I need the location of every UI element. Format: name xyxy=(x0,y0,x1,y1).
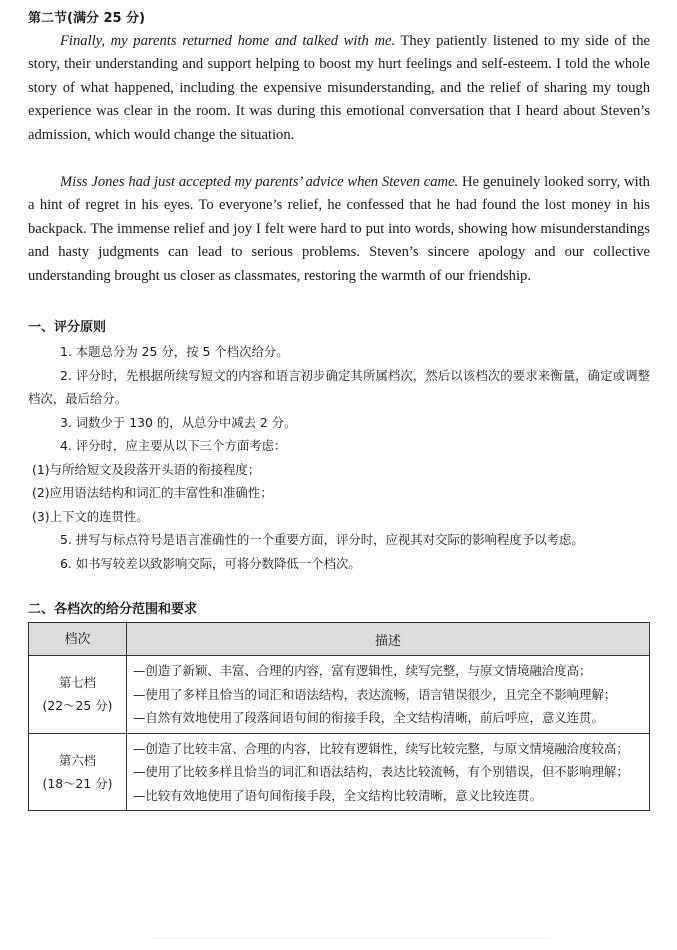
paragraph-1-lead: Finally, my parents returned home and talked with me. xyxy=(60,33,396,49)
description-line: —创造了新颖、丰富、合理的内容，富有逻辑性，续写完整，与原文情境融洽度高； xyxy=(133,663,592,678)
paragraph-2-body: He genuinely looked sorry, with a hint of regret in his eyes. To everyone’s relief, he confessed that he had found the lost money in his backpack. The immense relief and joy I felt were hard to put into words, showing how misunderstandings and hasty judgments can lead to serious problems. Steven’s sincere apology and our collective understanding brought us closer as classmates, restoring the warmth of our friendship. xyxy=(28,174,650,284)
description-line: —创造了比较丰富、合理的内容，比较有逻辑性，续写比较完整，与原文情境融洽度较高； xyxy=(133,740,629,756)
level-name: 第六档 xyxy=(58,752,97,768)
level-score-range: (22～25 分) xyxy=(42,698,113,714)
paragraph-1-body: They patiently listened to my side of the story, their understanding and support helping to boost my hurt feelings and self-esteem. I told the whole story of what happened, including the expensive misunderstanding, and the relief of sharing my tough experience was clear in the room. It was during this emotional conversation that I heard about Steven’s admission, which would change the situation. xyxy=(28,33,650,143)
level-cell xyxy=(29,656,127,734)
rules-list xyxy=(28,340,650,575)
rule-subitem: (3)上下文的连贯性。 xyxy=(32,508,149,524)
column-header-description: 描述 xyxy=(127,623,650,656)
sample-paragraph-2 xyxy=(28,171,650,288)
level-cell xyxy=(29,733,127,811)
sample-paragraph-1 xyxy=(28,30,650,147)
table-row xyxy=(29,656,650,734)
description-line: —使用了多样且恰当的词汇和语法结构，表达流畅，语言错误很少，且完全不影响理解； xyxy=(133,686,617,702)
rule-item: 3. 词数少于 130 的，从总分中减去 2 分。 xyxy=(60,414,297,430)
levels-heading: 二、各档次的给分范围和要求 xyxy=(28,602,198,617)
rule-item: 6. 如书写较差以致影响交际，可将分数降低一个档次。 xyxy=(60,555,361,571)
level-score-range: (18～21 分) xyxy=(42,775,113,791)
rule-item: 1. 本题总分为 25 分，按 5 个档次给分。 xyxy=(60,344,289,359)
rule-item: 4. 评分时，应主要从以下三个方面考虑： xyxy=(60,438,287,453)
description-line: —使用了比较多样且恰当的词汇和语法结构，表达比较流畅，有个别错误，但不影响理解； xyxy=(133,764,629,779)
rule-subitem: (2)应用语法结构和词汇的丰富性和准确性； xyxy=(32,485,273,500)
grading-levels-table xyxy=(28,622,650,811)
rule-item: 2. 评分时，先根据所续写短文的内容和语言初步确定其所属档次，然后以该档次的要求来衡量，确定或调整档次，最后给分。 xyxy=(28,367,650,406)
rule-item: 5. 拼写与标点符号是语言准确性的一个重要方面，评分时，应视其对交际的影响程度予以考虑。 xyxy=(60,532,584,547)
page-footer-rule xyxy=(150,938,550,949)
table-row xyxy=(29,733,650,811)
rule-subitem: (1)与所给短文及段落开头语的衔接程度； xyxy=(32,461,261,477)
description-line: —比较有效地使用了语句间衔接手段，全文结构比较清晰，意义比较连贯。 xyxy=(133,787,542,803)
column-header-level: 档次 xyxy=(29,623,127,656)
level-name: 第七档 xyxy=(58,675,97,691)
section-title: 第二节(满分 25 分) xyxy=(28,11,146,26)
table-header-row xyxy=(29,623,650,656)
description-cell xyxy=(127,656,650,734)
paragraph-2-lead: Miss Jones had just accepted my parents’ advice when Steven came. xyxy=(60,174,459,190)
rules-heading: 一、评分原则 xyxy=(28,320,107,335)
description-cell xyxy=(127,733,650,811)
description-line: —自然有效地使用了段落间语句间的衔接手段，全文结构清晰，前后呼应，意义连贯。 xyxy=(133,710,604,725)
